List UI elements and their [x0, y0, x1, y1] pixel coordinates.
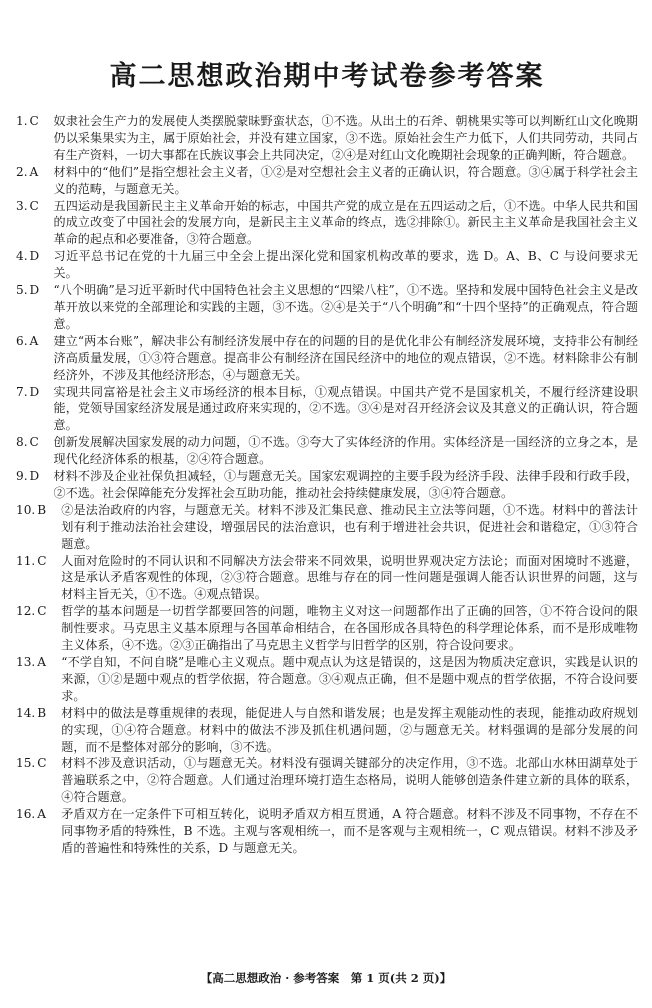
answer-letter: C — [37, 756, 47, 771]
answer-item — [16, 248, 638, 282]
answer-explanation: ②是法治政府的内容，与题意无关。材料不涉及汇集民意、推动民主立法等问题，①不选。材料中的普法计划有利于推动法治社会建设，增强居民的法治意识，也有利于增进社会共识，促进社会和谐稳定，①③符合题意。 — [61, 502, 638, 551]
answer-item — [16, 198, 638, 249]
answer-item — [16, 806, 638, 857]
question-number: 9. — [16, 469, 28, 484]
question-number: 8. — [16, 435, 28, 450]
answer-letter: A — [29, 333, 39, 348]
answer-letter: A — [29, 164, 39, 179]
question-number: 13. — [16, 655, 36, 669]
answer-letter: A — [37, 807, 46, 822]
answer-explanation: 习近平总书记在党的十九届三中全会上提出深化党和国家机构改革的要求，选 D。A、B、C 与设问要求无关。 — [53, 249, 638, 281]
answer-letter: D — [29, 469, 40, 484]
answer-item — [16, 705, 638, 756]
answer-explanation: 建立“两本台账”，解决非公有制经济发展中存在的问题的目的是优化非公有制经济发展环境，支持非公有制经济高质量发展，①③符合题意。提高非公有制经济在国民经济中的地位的观点错误，②不选。材料除非公有制经济外，不涉及其他经济形态，④与题意无关。 — [53, 333, 638, 382]
answer-explanation: 哲学的基本问题是一切哲学都要回答的问题，唯物主义对这一问题都作出了正确的回答，①不符合设问的限制性要求。马克思主义基本原理与各国革命相结合，在各国形成各具特色的科学理论体系，而不是形成唯物主义体系，④不选。②③正确指出了马克思主义哲学与旧哲学的区别，符合设问要求。 — [61, 604, 638, 653]
answer-letter: D — [29, 384, 40, 399]
question-number: 7. — [16, 384, 28, 399]
question-number: 5. — [16, 283, 28, 298]
question-number: 10. — [16, 502, 36, 517]
answer-item — [16, 333, 638, 384]
question-number: 14. — [16, 705, 36, 720]
answer-explanation: 材料不涉及意识活动，①与题意无关。材料没有强调关键部分的决定作用，③不选。北部山水林田湖草处于普遍联系之中，②符合题意。人们通过治理环境打造生态格局，说明人能够创造条件建立新的具体的联系，④符合题意。 — [61, 756, 638, 805]
answer-letter: B — [37, 705, 47, 720]
answer-explanation: 五四运动是我国新民主主义革命开始的标志，中国共产党的成立是在五四运动之后，①不选。中华人民共和国的成立改变了中国社会的发展方向，是新民主主义革命的终点，选②排除①。新民主主义革命是我国社会主义革命的起点和必要准备，③符合题意。 — [53, 198, 638, 247]
answer-item — [16, 502, 638, 553]
answer-explanation: 材料不涉及企业社保负担减轻，①与题意无关。国家宏观调控的主要手段为经济手段、法律手段和行政手段，②不选。社会保障能充分发挥社会互助功能，推动社会持续健康发展，③④符合题意。 — [53, 469, 638, 500]
answer-item — [16, 755, 638, 806]
answer-letter: C — [29, 198, 39, 213]
answer-explanation: 创新发展解决国家发展的动力问题，①不选。③夸大了实体经济的作用。实体经济是一国经济的立身之本，是现代化经济体系的根基，②④符合题意。 — [53, 435, 638, 467]
answer-letter: D — [29, 249, 40, 264]
question-number: 3. — [16, 198, 28, 213]
answer-letter: D — [29, 283, 40, 298]
answer-item — [16, 164, 638, 198]
answer-letter: A — [37, 655, 46, 669]
answer-explanation: 材料中的“他们”是指空想社会主义者，①②是对空想社会主义者的正确认识，符合题意。③④属于科学社会主义的范畴，与题意无关。 — [53, 164, 638, 196]
question-number: 15. — [16, 756, 36, 771]
answer-item — [16, 468, 638, 502]
answer-explanation: 材料中的做法是尊重规律的表现，能促进人与自然和谐发展；也是发挥主观能动性的表现，能推动政府规划的实现，①④符合题意。材料中的做法不涉及抓住机遇问题，②与题意无关。材料强调的是部分发展的问题，而不是整体对部分的影响，③不选。 — [61, 705, 638, 754]
answer-explanation: 实现共同富裕是社会主义市场经济的根本目标，①观点错误。中国共产党不是国家机关，不履行经济建设职能，党领导国家经济发展是通过政府来实现的，②不选。③④是对召开经济会议及其意义的正确认识，符合题意。 — [53, 384, 638, 433]
answer-item — [16, 434, 638, 468]
question-number: 4. — [16, 249, 28, 264]
answer-letter: C — [29, 435, 39, 450]
answer-item — [16, 384, 638, 435]
answer-letter: C — [37, 604, 47, 619]
answer-explanation: 人面对危险时的不同认识和不同解决方法会带来不同效果，说明世界观决定方法论；而面对困境时不逃避，这是承认矛盾客观性的体现，②③符合题意。思维与存在的同一性问题是强调人能否认识世界的问题，这与材料主旨无关，①不选。④观点错误。 — [61, 553, 638, 602]
answer-item — [16, 654, 638, 705]
question-number: 16. — [16, 807, 36, 822]
answer-item — [16, 553, 638, 604]
answer-explanation: “不学自知，不问自晓”是唯心主义观点。题中观点认为这是错误的，这是因为物质决定意识，实践是认识的来源，①②是题中观点的哲学依据，符合题意。③④观点正确，但不是题中观点的哲学依据，不符合设问要求。 — [61, 655, 638, 703]
answer-item — [16, 603, 638, 654]
answer-explanation: 奴隶社会生产力的发展使人类摆脱蒙昧野蛮状态，①不选。从出土的石斧、朝桃果实等可以判断红山文化晚期仍以采集果实为主，属于原始社会，并没有建立国家，③不选。原始社会生产力低下，人们共同劳动，共同占有生产资料，一切大事都在氏族议事会上共同决定，②④是对红山文化晚期社会现象的正确判断，符合题意。 — [53, 114, 638, 162]
page-footer: 【高二思想政治 · 参考答案 第 1 页(共 2 页)】 — [200, 971, 452, 985]
answer-letter: C — [37, 553, 47, 568]
question-number: 12. — [16, 604, 36, 619]
question-number: 1. — [16, 114, 28, 128]
answer-list — [16, 113, 638, 857]
answer-item — [16, 113, 638, 164]
answer-explanation: “八个明确”是习近平新时代中国特色社会主义思想的“四梁八柱”，①不选。坚持和发展中国特色社会主义是改革开放以来党的全部理论和实践的主题，③不选。②④是关于“八个明确”和“十四个坚持”的正确观点，符合题意。 — [53, 283, 638, 331]
question-number: 11. — [16, 553, 36, 568]
answer-item — [16, 282, 638, 333]
question-number: 6. — [16, 333, 28, 348]
question-number: 2. — [16, 164, 28, 179]
answer-explanation: 矛盾双方在一定条件下可相互转化，说明矛盾双方相互贯通，A 符合题意。材料不涉及不同事物，不存在不同事物矛盾的特殊性，B 不选。主观与客观相统一，而不是客观与主观相统一，C 观点错误。材料不涉及矛盾的普遍性和特殊性的关系，D 与题意无关。 — [61, 807, 638, 855]
page-title: 高二思想政治期中考试卷参考答案 — [109, 61, 545, 92]
answer-letter: C — [29, 114, 39, 128]
answer-letter: B — [37, 502, 47, 517]
